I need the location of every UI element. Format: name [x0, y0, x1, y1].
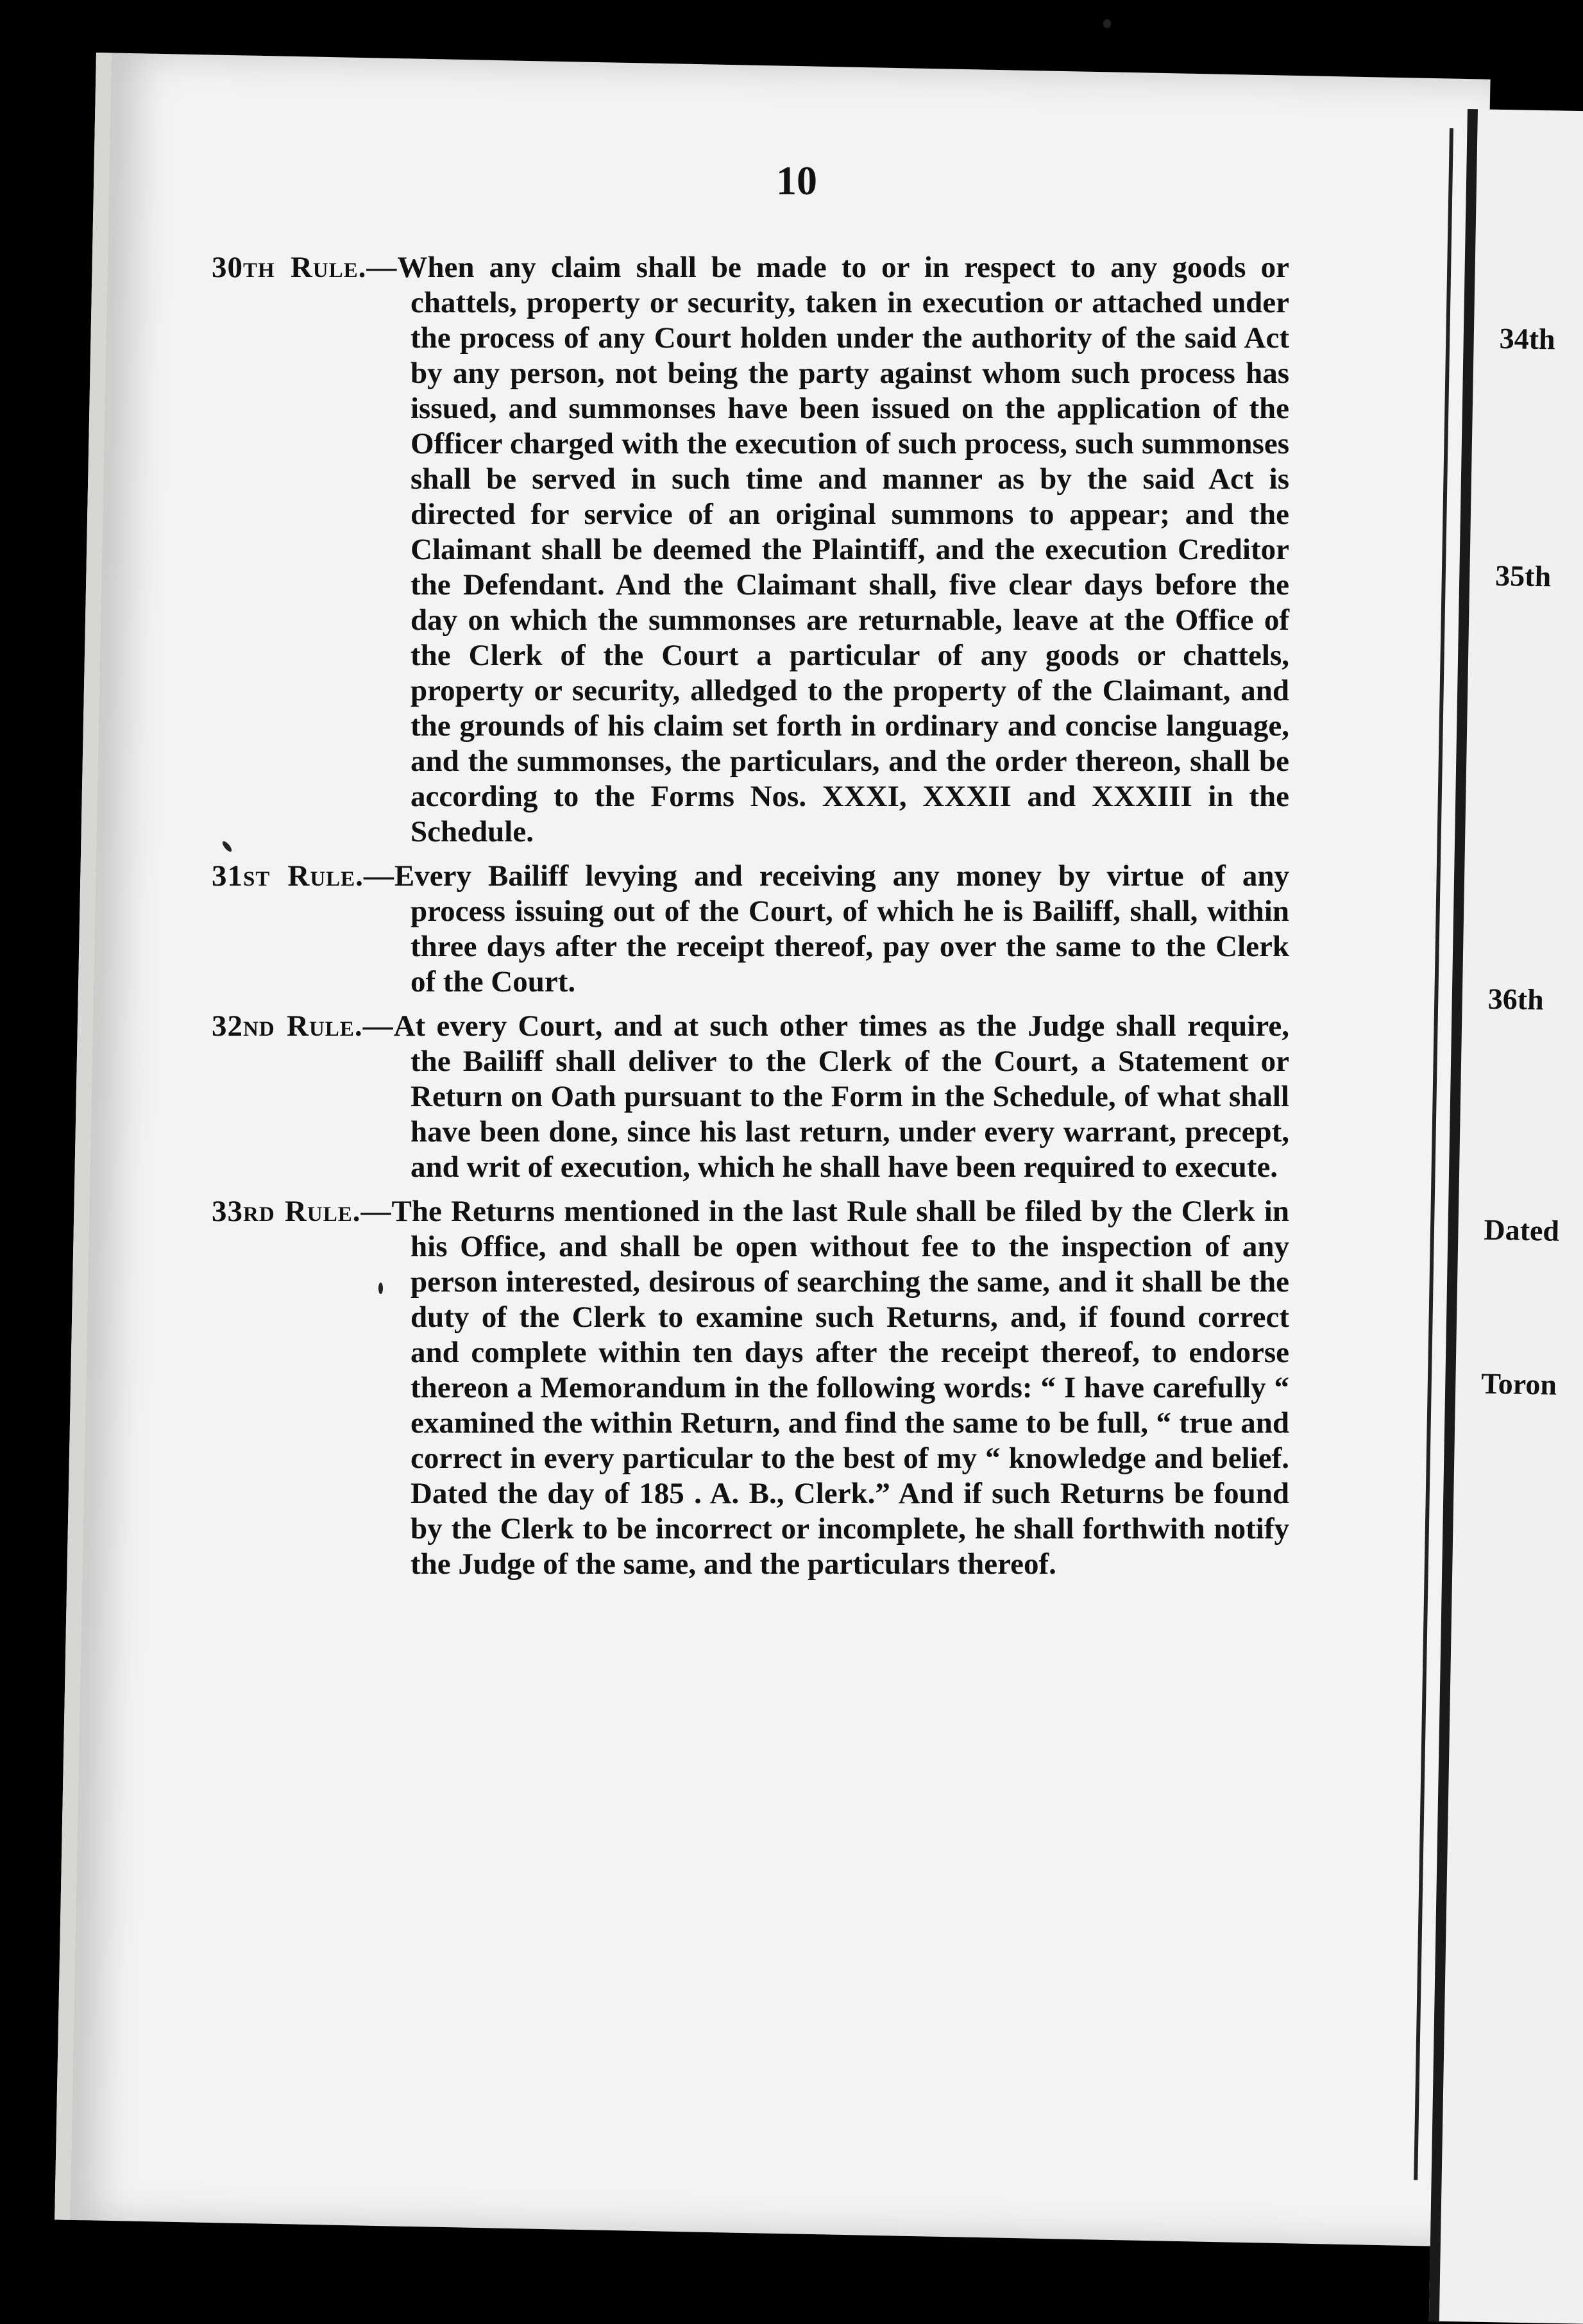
right-fragment-35: 35th: [1494, 559, 1552, 593]
right-fragment-34: 34th: [1499, 321, 1556, 356]
rule-body: At every Court, and at such other times as the Judge shall require, the Bailiff shall deliver to the Clerk of the Court, a Statement or Return on Oath pursuant to the Form in the Schedule, of what shall have been done, since his last return, under every warrant, precept, and writ of execution, which he shall have been required to execute.: [393, 1009, 1289, 1184]
rule-heading: 31st Rule.—: [212, 859, 394, 893]
page-number: 10: [776, 158, 817, 203]
right-fragment-toronto: Toron: [1480, 1367, 1557, 1401]
rule-heading: 30th Rule.—: [212, 251, 398, 284]
dust-speck: [378, 1283, 383, 1294]
rule-31: [212, 859, 1289, 1000]
rule-body: Every Bailiff levying and receiving any money by virtue of any process issuing out of the Court, of which he is Bailiff, shall, within three days after the receipt thereof, pay over the same to the Clerk of the Court.: [394, 859, 1289, 998]
rule-body: When any claim shall be made to or in respect to any goods or chattels, property or security, taken in execution or attached under the process of any Court holden under the authority of the said Act by any person, not being the party against whom such process has issued, and summonses have been issued on the application of the Officer charged with the execution of such process, such summonses shall be served in such time and manner as by the said Act is directed for service of an original summons to appear; and the Claimant shall be deemed the Plaintiff, and the execution Creditor the Defendant. And the Claimant shall, five clear days before the day on which the summonses are returnable, leave at the Office of the Clerk of the Court a particular of any goods or chattels, property or security, alledged to the property of the Claimant, and the grounds of his claim set forth in ordinary and concise language, and the summonses, the particulars, and the order thereon, shall be according to the Forms Nos. XXXI, XXXII and XXXIII in the Schedule.: [397, 251, 1289, 848]
rule-33: [212, 1194, 1289, 1582]
rule-heading: 33rd Rule.—: [212, 1195, 392, 1228]
rule-heading: 32nd Rule.—: [212, 1009, 394, 1043]
dust-speck: [1103, 19, 1111, 28]
rule-body: The Returns mentioned in the last Rule shall be filed by the Clerk in his Office, and shall be open without fee to the inspection of any person interested, desirous of searching the same, and it shall be the duty of the Clerk to examine such Returns, and, if found correct and complete within ten days after the receipt thereof, to endorse thereon a Memorandum in the following words: “ I have carefully “ examined the within Return, and find the same to be full, “ true and correct in every particular to the best of my “ knowledge and belief. Dated the day of 185 . A. B., Clerk.” And if such Returns be found by the Clerk to be incorrect or incomplete, he shall forthwith notify the Judge of the same, and the particulars thereof.: [391, 1195, 1289, 1581]
rule-30: [212, 250, 1289, 850]
right-fragment-36: 36th: [1487, 982, 1545, 1016]
right-fragment-dated: Dated: [1484, 1213, 1560, 1247]
rules-text: [212, 250, 1289, 1591]
rule-32: [212, 1009, 1289, 1185]
